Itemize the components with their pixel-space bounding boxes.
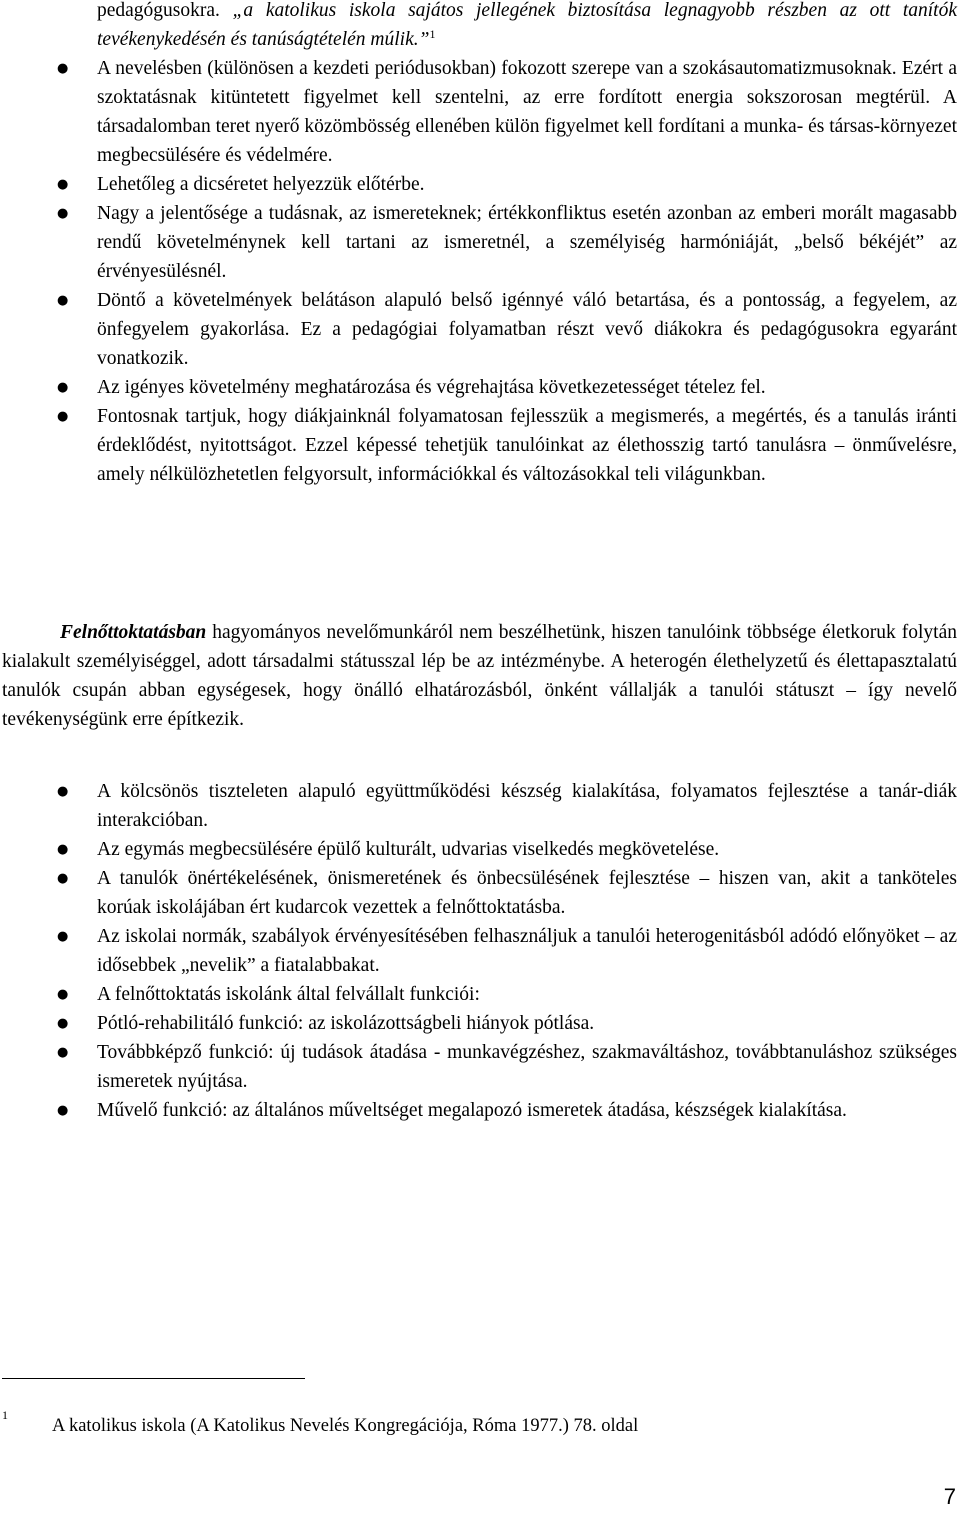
footnote-reference: 1 <box>429 27 436 41</box>
footnote-mark: 1 <box>2 1408 8 1422</box>
list-item: ● Fontosnak tartjuk, hogy diákjainknál folyamatosan fejlesszük a megismerés, a megértés, és a tanulás iránti érdeklődést, nyitottságot. Ezzel képessé tehetjük tanulóinkat az élethosszig tartó tanulásra – önművelésre, amely nélkülözhetetlen felgyorsult, információkkal és változásokkal teli világunkban. <box>97 402 957 489</box>
list-item: ● A felnőttoktatás iskolánk által felvállalt funkciói: <box>97 980 957 1009</box>
page-number: 7 <box>943 1484 956 1509</box>
list-item: ● Pótló-rehabilitáló funkció: az iskolázottságbeli hiányok pótlása. <box>97 1009 957 1038</box>
paragraph-term: Felnőttoktatásban <box>60 622 207 643</box>
list-item: ● Az iskolai normák, szabályok érvényesítésében felhasználjuk a tanulói heterogenitásból adódó előnyöket – az idősebbek „nevelik” a fiatalabbakat. <box>97 922 957 980</box>
adult-education-paragraph <box>2 618 957 734</box>
footnote-separator <box>2 1378 305 1379</box>
list-item: ● A nevelésben (különösen a kezdeti periódusokban) fokozott szerepe van a szokásautomatizmusoknak. Ezért a szoktatásnak kitüntetett figyelmet kell szentelni, az erre fordított energia sokszorosan megtérül. A társadalomban teret nyerő közömbösség ellenében külön figyelmet kell fordítani a munka- és társas-környezet megbecsülésére és védelmére. <box>97 54 957 170</box>
footnote-text: A katolikus iskola (A Katolikus Nevelés Kongregációja, Róma 1977.) 78. oldal <box>52 1416 639 1436</box>
list-item: ● Nagy a jelentősége a tudásnak, az ismereteknek; értékkonfliktus esetén azonban az emberi morált magasabb rendű követelménynek kell tartani az ismeretnél, a személyiség harmóniáját, „belső békéjét” az érvényesülésnél. <box>97 199 957 286</box>
list-item: ● A kölcsönös tiszteleten alapuló együttműködési készség kialakítása, folyamatos fejlesztése a tanár-diák interakcióban. <box>97 777 957 835</box>
list-item: ● A tanulók önértékelésének, önismeretének és önbecsülésének fejlesztése – hiszen van, akit a tanköteles korúak iskolájában ért kudarcok vezettek a felnőttoktatásba. <box>97 864 957 922</box>
list-item: ● Az egymás megbecsülésére épülő kulturált, udvarias viselkedés megkövetelése. <box>97 835 957 864</box>
paragraph-text: hagyományos nevelőmunkáról nem beszélhetünk, hiszen tanulóink többsége életkoruk folytán kialakult személyiséggel, adott társadalmi státusszal lép be az intézménybe. A heterogén élethelyzetű és élettapasztalatú tanulók csupán abban egységesek, hogy önálló elhatározásból, önként vállalják a tanulói státuszt – így nevelő tevékenységünk erre építkezik. <box>2 622 957 730</box>
quoted-text: „a katolikus iskola sajátos jellegének biztosítása legnagyobb részben az ott tanítók tevékenykedésén és tanúságtételén múlik.” <box>97 0 957 50</box>
list-item: ● Az igényes követelmény meghatározása és végrehajtása következetességet tételez fel. <box>97 373 957 402</box>
continued-bullet-text <box>97 0 957 54</box>
bullet-list-adult-education <box>97 777 957 1125</box>
list-item: ● Művelő funkció: az általános műveltséget megalapozó ismeretek átadása, készségek kialakítása. <box>97 1096 957 1125</box>
list-item: ● Döntő a követelmények belátáson alapuló belső igénnyé váló betartása, és a pontosság, a fegyelem, az önfegyelem gyakorlása. Ez a pedagógiai folyamatban részt vevő diákokra és pedagógusokra egyaránt vonatkozik. <box>97 286 957 373</box>
list-item: ● Továbbképző funkció: új tudások átadása - munkavégzéshez, szakmaváltáshoz, továbbtanuláshoz szükséges ismeretek nyújtása. <box>97 1038 957 1096</box>
list-item: ● Lehetőleg a dicséretet helyezzük előtérbe. <box>97 170 957 199</box>
bullet-list-education-principles <box>97 54 957 489</box>
continued-lead: pedagógusokra. <box>97 0 233 21</box>
